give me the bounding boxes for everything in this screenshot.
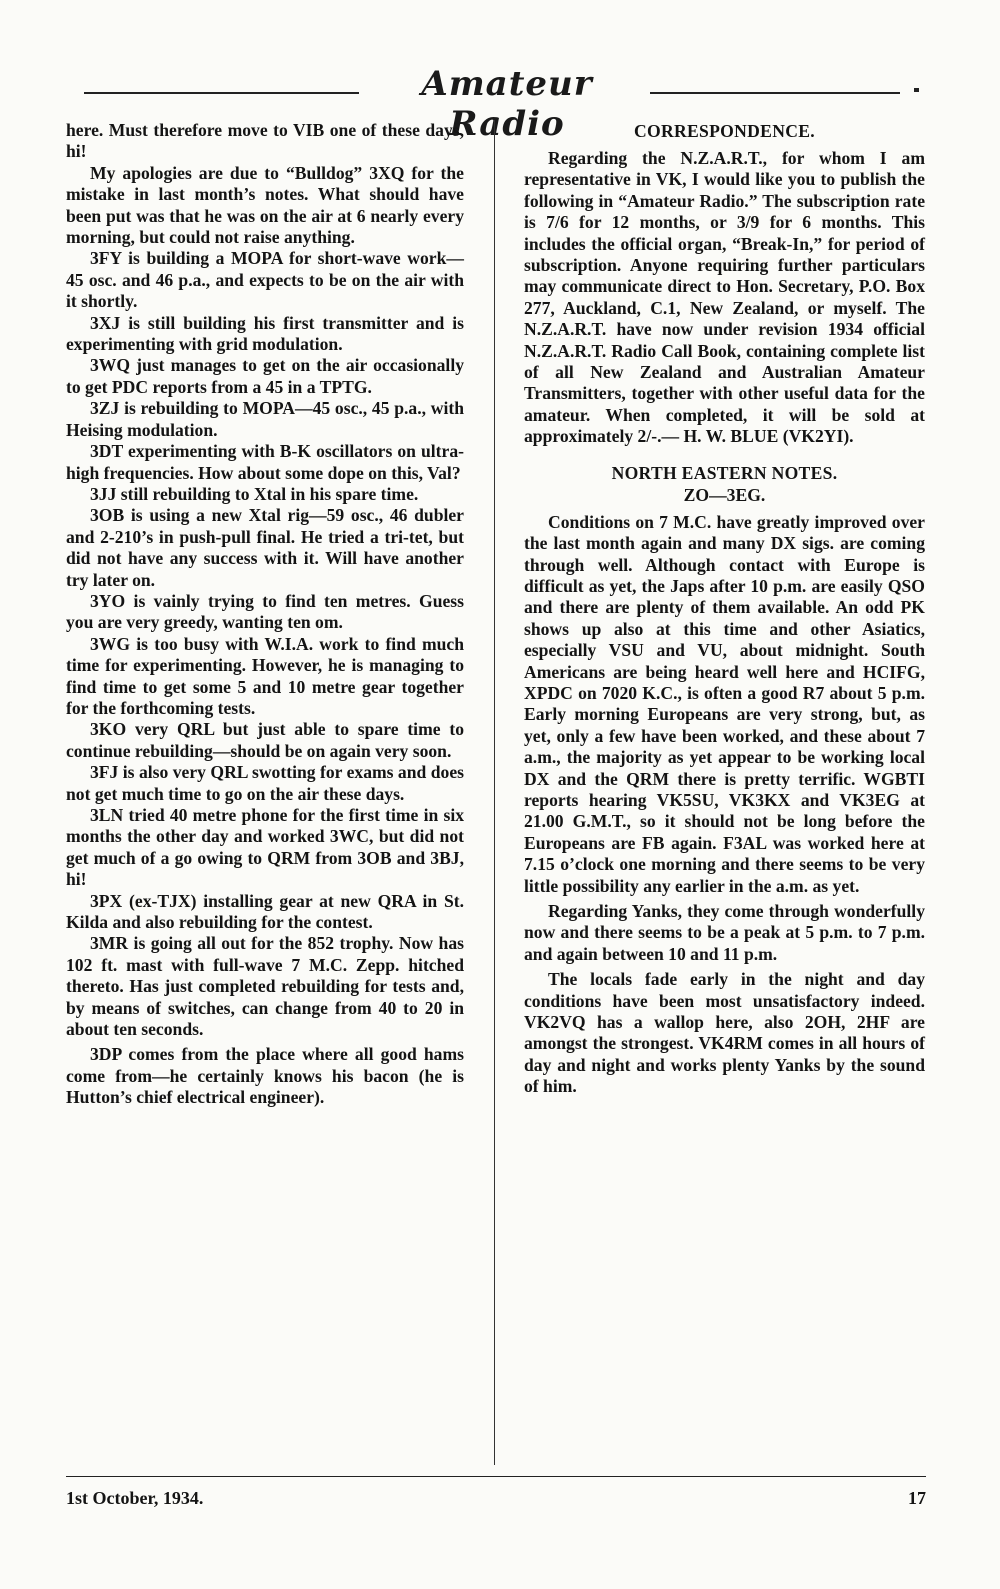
correspondence-body: Regarding the N.Z.A.R.T., for whom I am representative in VK, I would like you to publish the following in “Amateur Radio.” The subscription rate is 7/6 for 12 months, or 3/9 for 6 months. This includes the official organ, “Break-In,” for period of subscription. Anyone requiring further particulars may communicate direct to Hon. Secretary, P.O. Box 277, Auckland, C.1, New Zealand, or myself. The N.Z.A.R.T. have now under revision 1934 official N.Z.A.R.T. Radio Call Book, containing complete list of all New Zealand and Australian Amateur Transmitters, together with other useful data for the amateur. When completed, it will be sold at approximately 2/-.— H. W. BLUE (VK2YI).: [524, 148, 925, 447]
page-number: 17: [908, 1488, 926, 1508]
paragraph: 3FJ is also very QRL swotting for exams and does not get much time to go on the air these days.: [66, 762, 464, 804]
paragraph: 3WQ just manages to get on the air occasionally to get PDC reports from a 45 in a TPTG.: [66, 355, 464, 397]
paragraph: 3OB is using a new Xtal rig—59 osc., 46 dubler and 2-210’s in push-pull final. He tried a tri-tet, but did not have any success with it. Will have another try later on.: [66, 505, 464, 590]
footer-rule: [66, 1476, 926, 1477]
masthead-rule-right: [650, 92, 900, 94]
left-column: [66, 120, 464, 1109]
north-eastern-subheading: ZO—3EG.: [683, 484, 766, 505]
paragraph: 3FY is building a MOPA for short-wave work—45 osc. and 46 p.a., and expects to be on the air with it shortly.: [66, 248, 464, 312]
correspondence-heading: CORRESPONDENCE.: [634, 121, 815, 141]
paragraph: 3WG is too busy with W.I.A. work to find much time for experimenting. However, he is managing to find time to get some 5 and 10 metre gear together for the forthcoming tests.: [66, 633, 464, 718]
paragraph: 3JJ still rebuilding to Xtal in his spare time.: [90, 483, 419, 504]
masthead-logo: Amateur Radio: [421, 64, 593, 144]
paragraph: Regarding Yanks, they come through wonderfully now and there seems to be a peak at 5 p.m. to 7 p.m. and again between 10 and 11 p.m.: [524, 901, 925, 964]
paragraph: My apologies are due to “Bulldog” 3XQ for the mistake in last month’s notes. What should have been put was that he was on the air at 6 nearly every morning, but could not raise anything.: [66, 162, 464, 248]
paragraph: 3KO very QRL but just able to spare time to continue rebuilding—should be on again very soon.: [66, 719, 464, 761]
paragraph: 3LN tried 40 metre phone for the first time in six months the other day and worked 3WC, but did not get much of a go owing to QRM from 3OB and 3BJ, hi!: [66, 805, 464, 890]
paragraph: 3YO is vainly trying to find ten metres. Guess you are very greedy, wanting ten om.: [66, 590, 464, 633]
paragraph: 3XJ is still building his first transmitter and is experimenting with grid modulation.: [66, 312, 464, 355]
paragraph: 3MR is going all out for the 852 trophy. Now has 102 ft. mast with full-wave 7 M.C. Zepp. hitched thereto. Has just completed rebuilding for tests and, by means of switches, can change from 40 to 20 in about ten seconds.: [66, 933, 464, 1040]
paragraph: The locals fade early in the night and day conditions have been most unsatisfactory indeed. VK2VQ has a wallop here, also 2OH, 2HF are amongst the strongest. VK4RM comes in all hours of day and night and works plenty Yanks by the sound of him.: [524, 969, 925, 1097]
issue-date: 1st October, 1934.: [66, 1488, 204, 1508]
north-eastern-heading: NORTH EASTERN NOTES.: [611, 462, 838, 483]
paragraph: 3DP comes from the place where all good hams come from—he certainly knows his bacon (he is Hutton’s chief electrical engineer).: [66, 1044, 464, 1108]
paragraph: Conditions on 7 M.C. have greatly improved over the last month again and many DX sigs. are coming through well. Although contact with Europe is difficult as yet, the Japs after 10 p.m. are easily QSO and there are plenty of them available. An odd PK shows up also at this time and other Asiatics, especially VSU and VU, about midnight. South Americans are being heard well here and HCIFG, XPDC on 7020 K.C., is often a good R7 about 5 p.m. Early morning Europeans are very strong, but, as yet, only a few have been worked, and these about 7 a.m., the majority as yet appear to be working local DX and the QRM there is pretty terrific. WGBTI reports hearing VK5SU, VK3KX and VK3EG at 21.00 G.M.T., so it should not be long before the Europeans are FB again. F3AL was worked here at 7.15 o’clock one morning and there seems to be very little possibility any earlier in the a.m. as yet.: [524, 511, 925, 896]
column-divider: [494, 120, 495, 1465]
paragraph: 3DT experimenting with B-K oscillators on ultra-high frequencies. How about some dope on this, Val?: [66, 441, 464, 483]
masthead-rule-left: [84, 92, 359, 94]
paragraph: 3ZJ is rebuilding to MOPA—45 osc., 45 p.a., with Heising modulation.: [66, 398, 464, 440]
right-column: [524, 120, 925, 1098]
masthead-dot: [914, 88, 919, 92]
paragraph: 3PX (ex-TJX) installing gear at new QRA in St. Kilda and also rebuilding for the contest.: [66, 890, 464, 933]
paragraph: here. Must therefore move to VIB one of these days, hi!: [66, 120, 464, 162]
